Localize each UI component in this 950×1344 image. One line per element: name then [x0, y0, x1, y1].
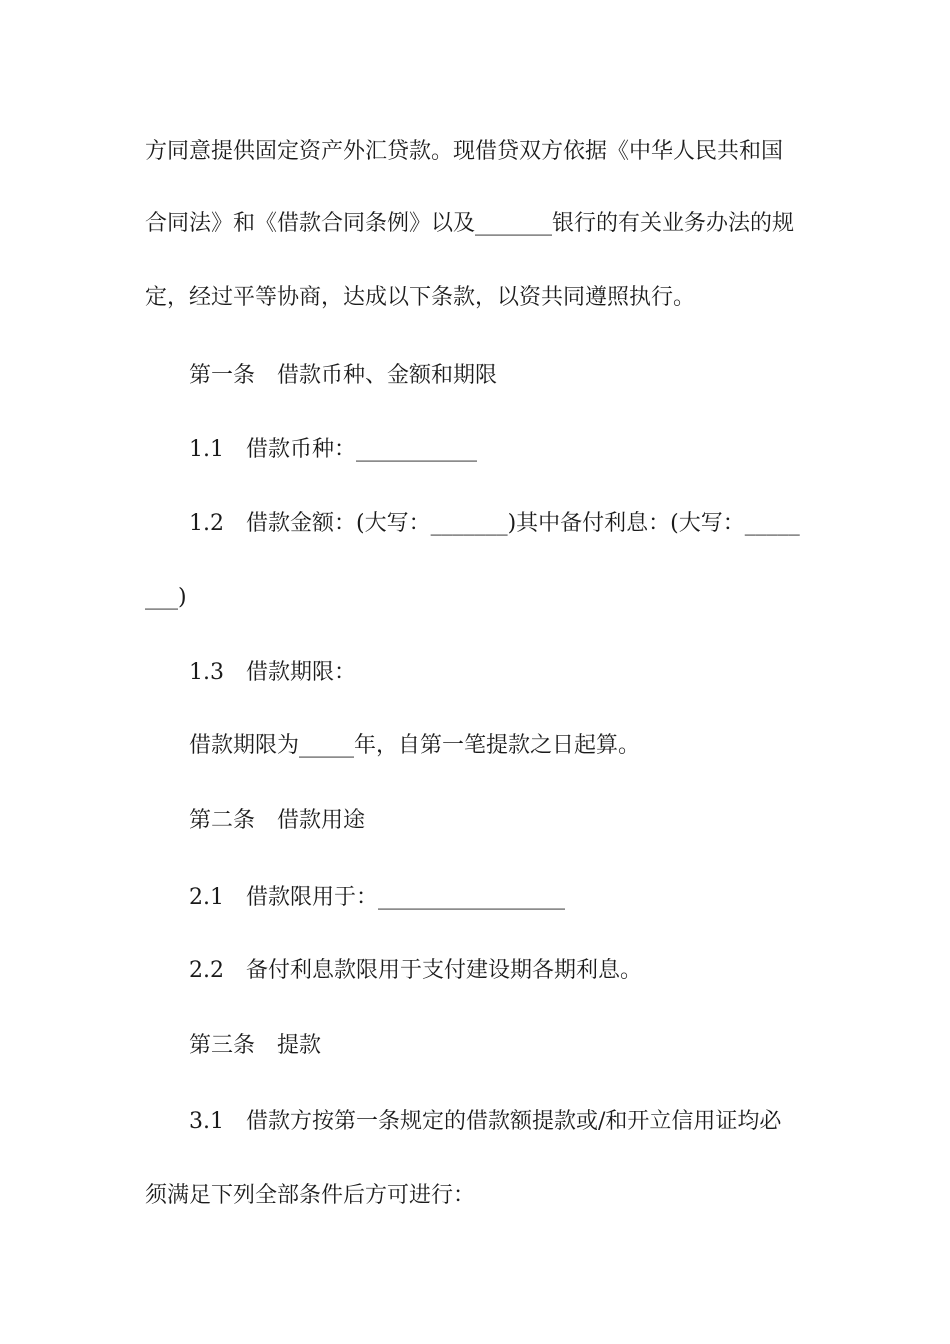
- body-text-line: 定，经过平等协商，达成以下条款，以资共同遵照执行。: [145, 285, 696, 310]
- article-heading-2: 第二条 借款用途: [189, 808, 366, 833]
- body-text-line: 合同法》和《借款合同条例》以及_______银行的有关业务办法的规: [145, 211, 795, 236]
- body-text-line: 方同意提供固定资产外汇贷款。现借贷双方依据《中华人民共和国: [145, 139, 784, 164]
- clause-1-2: 1.2 借款金额：(大写：_______)其中备付利息：(大写：_____: [189, 511, 800, 536]
- article-heading-1: 第一条 借款币种、金额和期限: [189, 363, 498, 388]
- body-text-line: 须满足下列全部条件后方可进行：: [145, 1183, 476, 1208]
- clause-2-2: 2.2 备付利息款限用于支付建设期各期利息。: [189, 958, 642, 983]
- clause-1-1: 1.1 借款币种：___________: [189, 437, 477, 462]
- clause-2-1: 2.1 借款限用于：_________________: [189, 885, 565, 910]
- body-text-line: ___): [145, 585, 187, 610]
- clause-3-1: 3.1 借款方按第一条规定的借款额提款或/和开立信用证均必: [189, 1109, 782, 1134]
- clause-1-3: 1.3 借款期限：: [189, 660, 356, 685]
- article-heading-3: 第三条 提款: [189, 1033, 322, 1058]
- body-text-line: 借款期限为_____年，自第一笔提款之日起算。: [189, 733, 641, 758]
